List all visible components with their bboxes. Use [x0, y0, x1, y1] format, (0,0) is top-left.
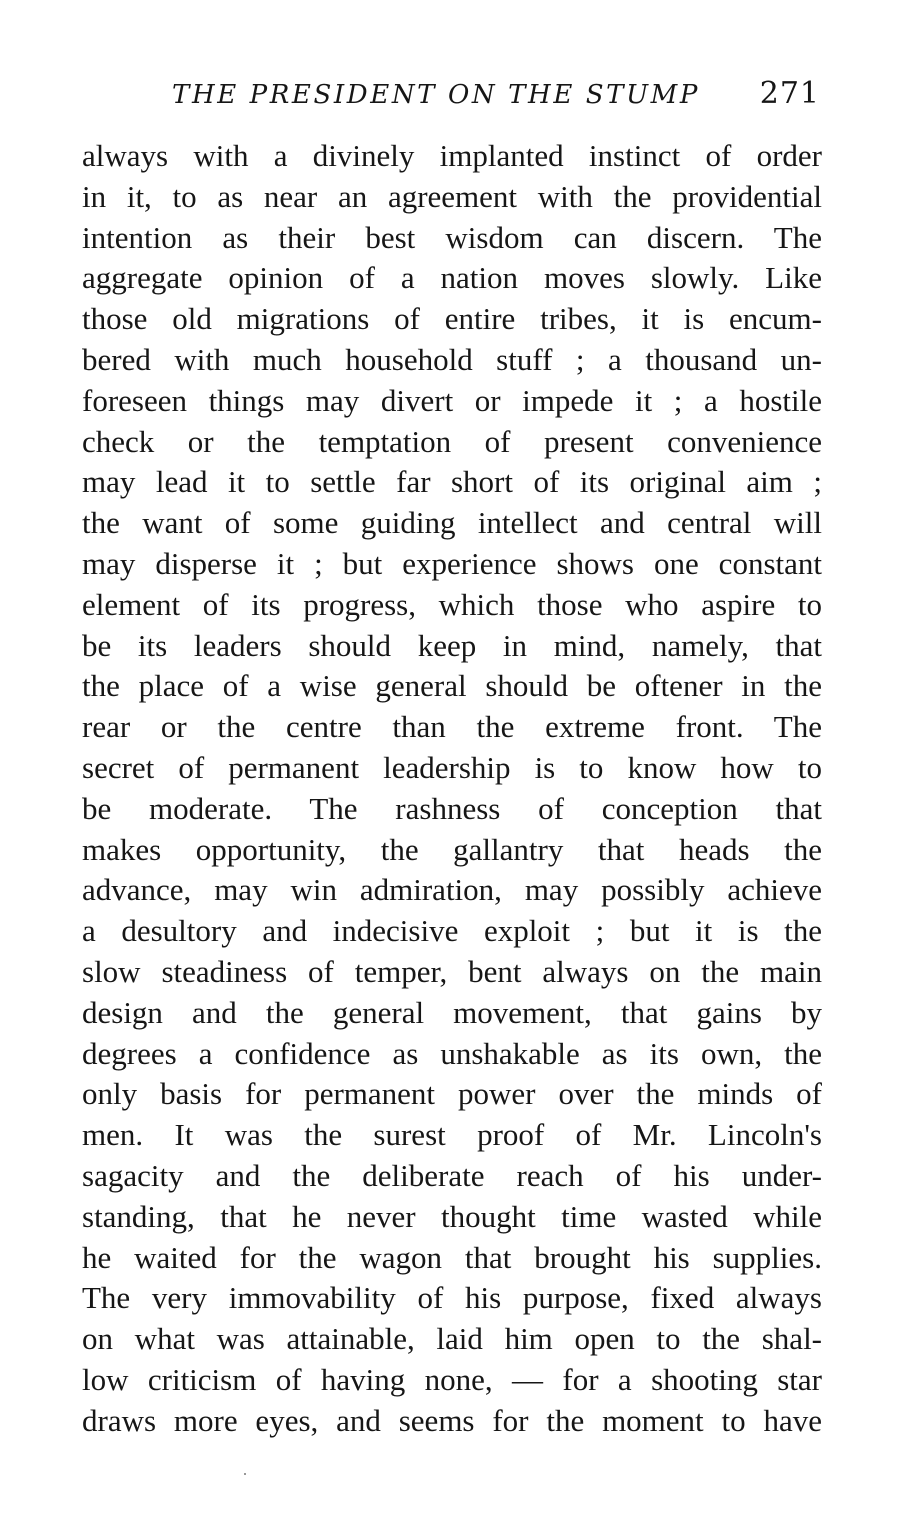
text-line: the place of a wise general should be oftener in the: [82, 668, 822, 704]
text-line: aggregate opinion of a nation moves slowly. Like: [82, 260, 822, 296]
text-line: be its leaders should keep in mind, namely, that: [82, 627, 822, 663]
text-line: on what was attainable, laid him open to the shal-: [82, 1321, 822, 1357]
text-line: element of its progress, which those who aspire to: [82, 586, 822, 622]
text-line: standing, that he never thought time wasted while: [82, 1198, 822, 1234]
text-line: always with a divinely implanted instinct of order: [82, 138, 822, 173]
text-line: rear or the centre than the extreme front. The: [82, 709, 822, 745]
text-line: may disperse it ; but experience shows one constant: [82, 545, 822, 581]
text-line: only basis for permanent power over the minds of: [82, 1076, 822, 1112]
text-line: bered with much household stuff ; a thousand un-: [82, 341, 822, 377]
text-line: the want of some guiding intellect and central will: [82, 505, 822, 541]
text-line: intention as their best wisdom can discern. The: [82, 219, 822, 255]
text-line: sagacity and the deliberate reach of his under-: [82, 1157, 822, 1193]
text-line: slow steadiness of temper, bent always on the main: [82, 953, 822, 989]
text-line: low criticism of having none, — for a shooting star: [82, 1361, 822, 1397]
text-line: design and the general movement, that gains by: [82, 994, 822, 1030]
text-line: The very immovability of his purpose, fixed always: [82, 1280, 822, 1316]
print-speck: [244, 1473, 246, 1475]
text-line: those old migrations of entire tribes, it is encum-: [82, 301, 822, 337]
text-line: makes opportunity, the gallantry that heads the: [82, 831, 822, 867]
text-line: secret of permanent leadership is to know how to: [82, 749, 822, 785]
text-line: men. It was the surest proof of Mr. Lincoln's: [82, 1117, 822, 1153]
text-line: check or the temptation of present convenience: [82, 423, 822, 459]
text-line: foreseen things may divert or impede it ; a hostile: [82, 382, 822, 418]
running-head: [82, 72, 820, 118]
text-line: advance, may win admiration, may possibly achieve: [82, 872, 822, 908]
text-line: he waited for the wagon that brought his supplies.: [82, 1239, 822, 1275]
page-number: 271: [759, 76, 820, 111]
body-text: [82, 136, 822, 1442]
text-line: draws more eyes, and seems for the moment to have: [82, 1402, 822, 1438]
text-line: a desultory and indecisive exploit ; but it is the: [82, 913, 822, 949]
text-line: may lead it to settle far short of its original aim ;: [82, 464, 822, 500]
text-line: in it, to as near an agreement with the providential: [82, 178, 822, 214]
text-line: be moderate. The rashness of conception that: [82, 790, 822, 826]
text-line: degrees a confidence as unshakable as its own, the: [82, 1035, 822, 1071]
running-title: THE PRESIDENT ON THE STUMP: [172, 80, 700, 110]
